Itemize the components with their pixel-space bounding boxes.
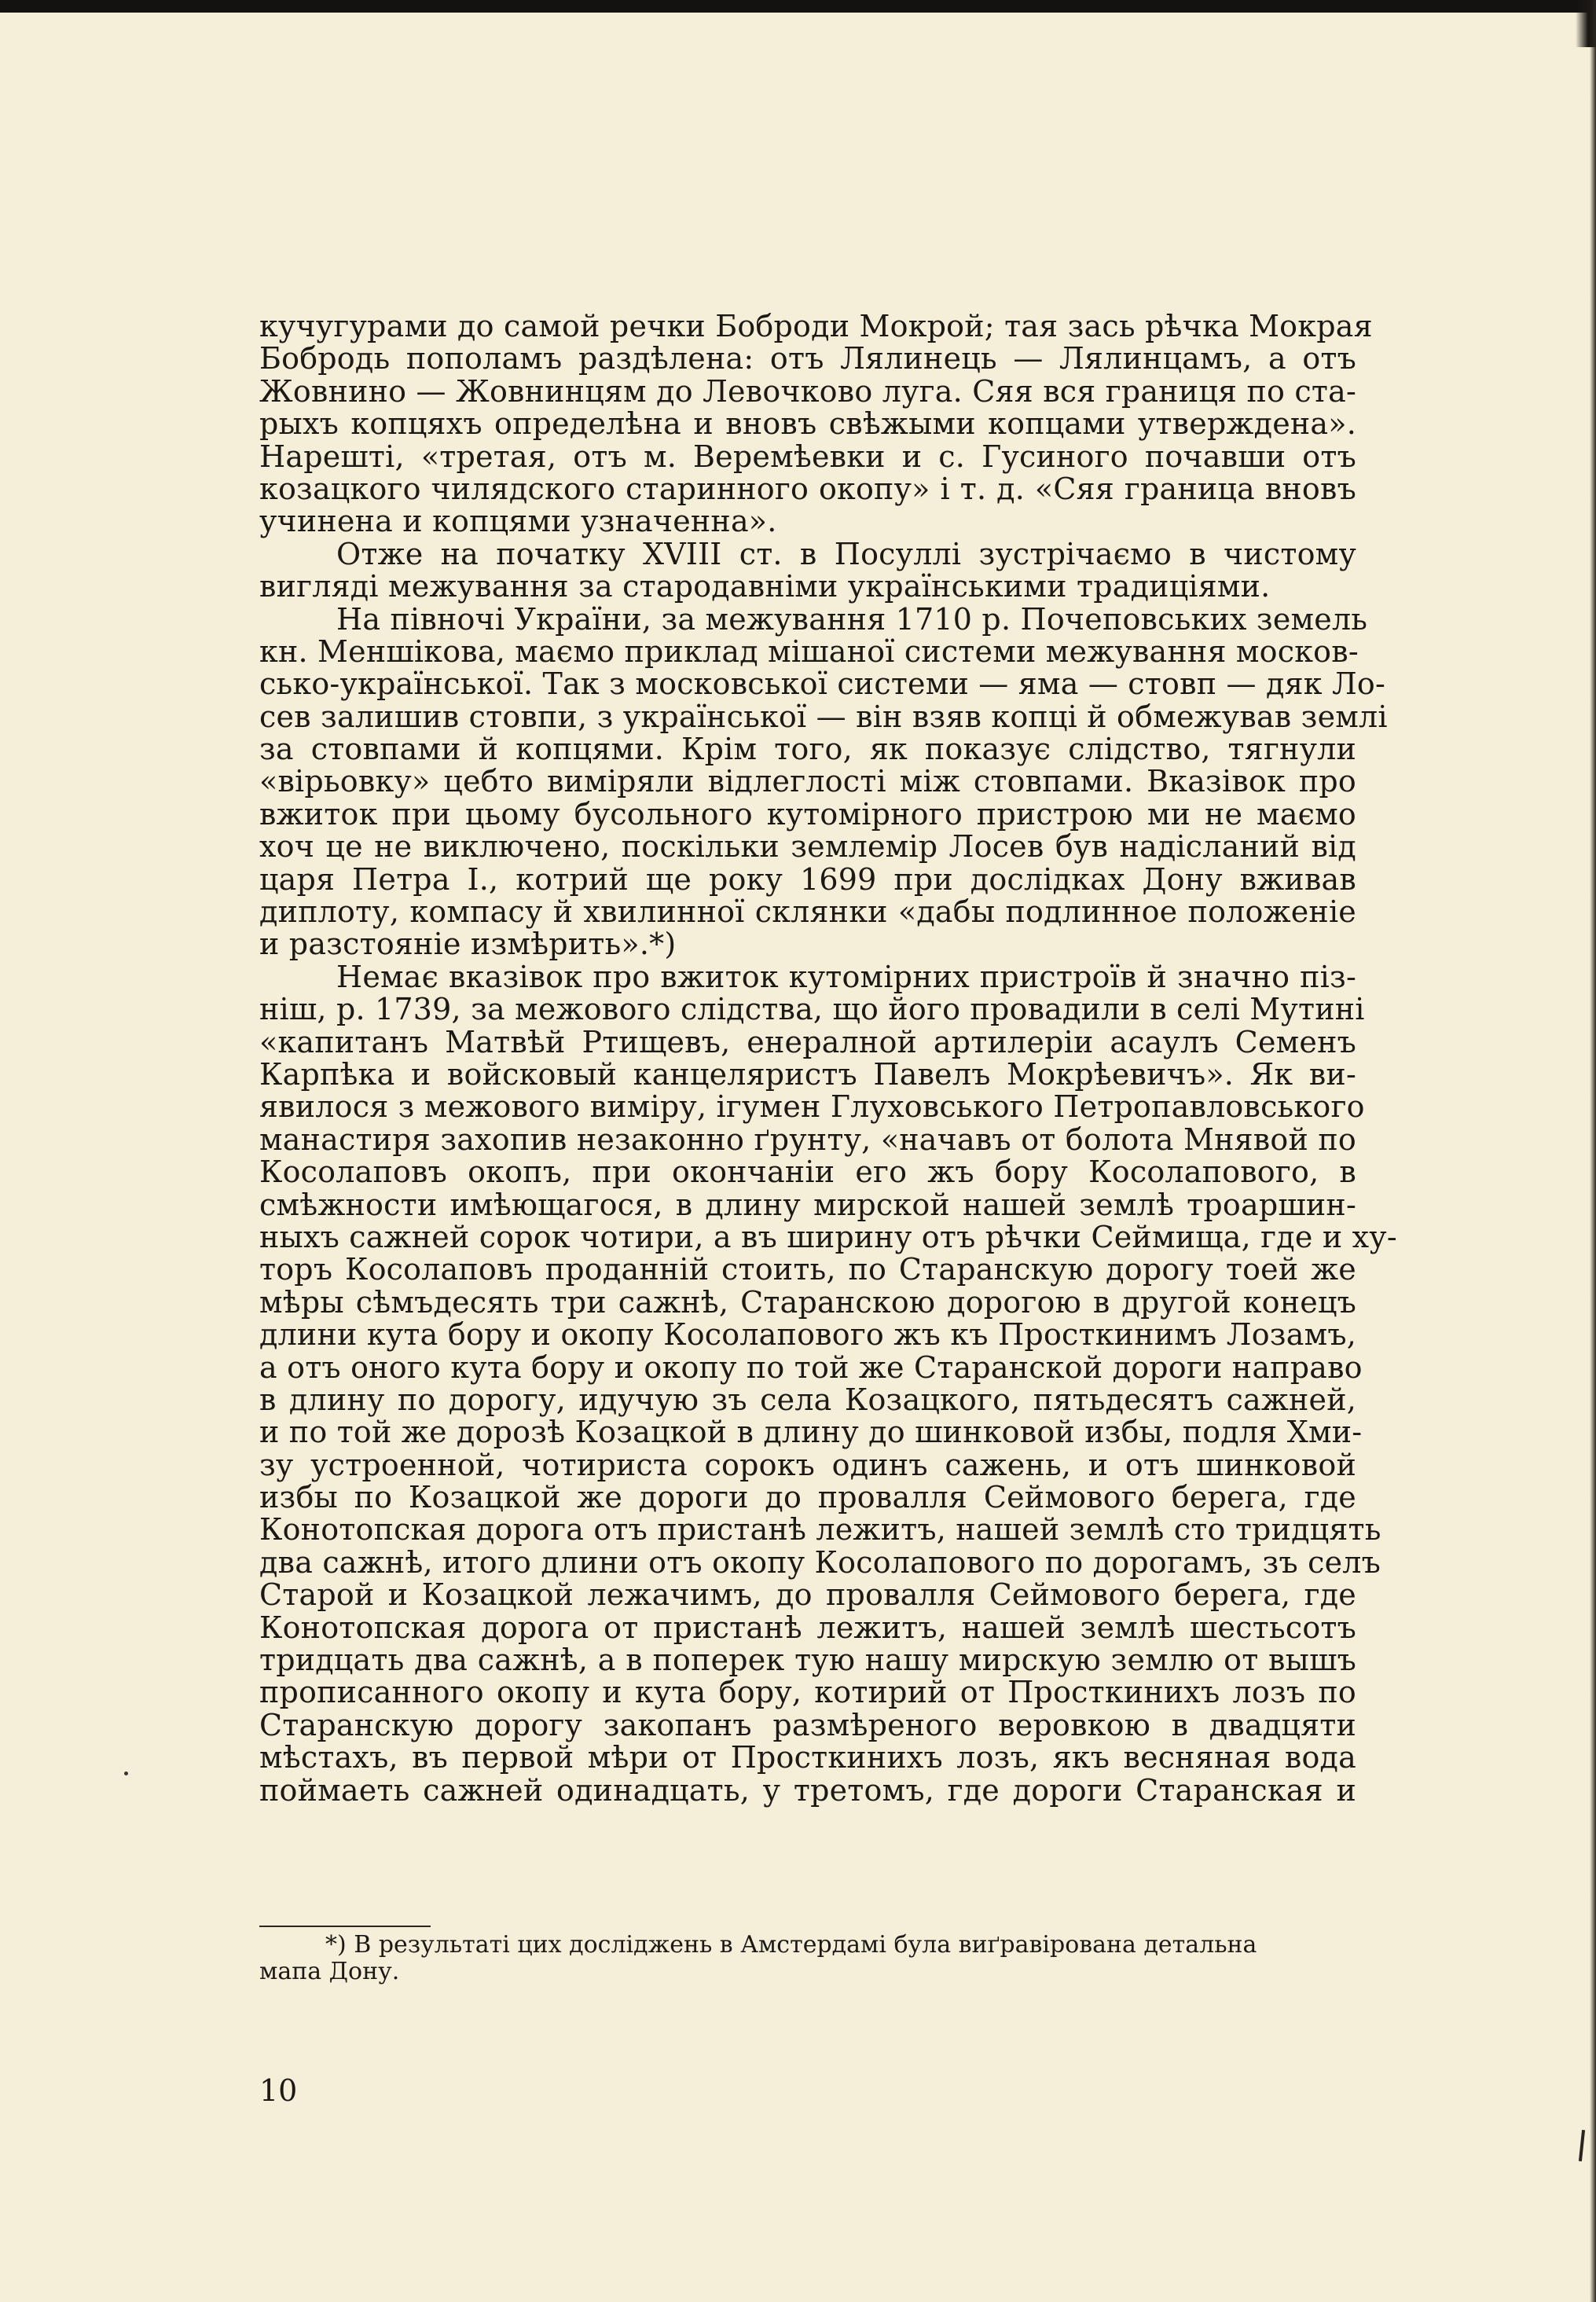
text-line: торъ Косолаповъ проданній стоить, по Старанскую дорогу тоей же xyxy=(259,1252,1356,1287)
text-line: Старанскую дорогу закопанъ размѣреного веровкою в двадцяти xyxy=(259,1707,1356,1742)
text-line: кн. Меншікова, маємо приклад мішаної системи межування москов- xyxy=(259,633,1359,669)
body-text xyxy=(259,309,1397,1808)
scan-speck xyxy=(124,1771,128,1775)
text-line: мѣры сѣмъдесять три сажнѣ, Старанскою дорогою в другой конецъ xyxy=(259,1284,1356,1320)
text-line: Бобродь пополамъ раздѣлена: отъ Лялинець — Лялинцамъ, а отъ xyxy=(259,341,1356,376)
text-line: «капитанъ Матвѣй Ртищевъ, енералной артилеріи асаулъ Семенъ xyxy=(259,1024,1356,1059)
text-line: вжиток при цьому бусольного кутомірного пристрою ми не маємо xyxy=(259,796,1356,832)
text-line: козацкого чилядского старинного окопу» і т. д. «Сяя граница вновъ xyxy=(259,471,1356,506)
text-line: поймаеть сажней одинадцать, у третомъ, где дороги Старанская и xyxy=(259,1772,1356,1808)
text-line: за стовпами й копцями. Крім того, як показує слідство, тягнули xyxy=(259,732,1356,767)
text-line: сев залишив стовпи, з української — він взяв копці й обмежував землі xyxy=(259,699,1388,734)
text-line: тридцать два сажнѣ, а в поперек тую нашу мирскую землю от вышъ xyxy=(259,1643,1356,1678)
text-line: Нарешті, «третая, отъ м. Веремѣевки и с. Гусиного почавши отъ xyxy=(259,439,1356,474)
text-line: вигляді межування за стародавніми українськими традиціями. xyxy=(259,569,1271,604)
scan-right-shadow xyxy=(1590,0,1596,2302)
text-line: На півночі України, за межування 1710 р. Почеповських земель xyxy=(336,601,1368,637)
text-line: хоч це не виключено, поскільки землемір Лосев був надісланий від xyxy=(259,829,1356,865)
text-line: манастиря захопив незаконно ґрунту, «начавъ от болота Мнявой по xyxy=(259,1122,1356,1157)
text-line: «вірьовку» цебто виміряли відлеглості між стовпами. Вказівок про xyxy=(259,764,1356,799)
text-line: два сажнѣ, итого длини отъ окопу Косолапового по дорогамъ, зъ селъ xyxy=(259,1544,1381,1580)
text-line: учинена и копцями узначенна». xyxy=(259,504,777,539)
text-line: Немає вказівок про вжиток кутомірних пристроїв й значно піз- xyxy=(336,959,1356,994)
text-line: длини кута бору и окопу Косолапового жъ къ Просткинимъ Лозамъ, xyxy=(259,1317,1356,1353)
text-line: в длину по дорогу, идучую зъ села Козацкого, пятьдесятъ сажней, xyxy=(259,1382,1356,1417)
text-line: смѣжности имѣющагося, в длину мирской нашей землѣ троаршин- xyxy=(259,1187,1356,1222)
text-line: царя Петра І., котрий ще року 1699 при дослідках Дону вживав xyxy=(259,861,1356,897)
text-line: Карпѣка и войсковый канцеляристъ Павелъ Мокрѣевичъ». Як ви- xyxy=(259,1056,1356,1092)
text-line: сько-української. Так з московської системи — яма — стовп — дяк Ло- xyxy=(259,666,1386,702)
footnote-line: *) В результаті цих досліджень в Амстердамі була виґравірована детальна xyxy=(325,1931,1257,1959)
text-line: рыхъ копцяхъ определѣна и вновъ свѣжыми копцами утверждена». xyxy=(259,406,1356,442)
text-line: явилося з межового виміру, ігумен Глуховського Петропавловського xyxy=(259,1089,1365,1125)
text-line: ныхъ сажней сорок чотири, а въ ширину отъ рѣчки Сеймища, где и ху- xyxy=(259,1219,1397,1254)
scan-top-border xyxy=(0,0,1596,13)
page-number: 10 xyxy=(259,2073,298,2108)
footnote xyxy=(259,1932,1359,1985)
text-line: кучугурами до самой речки Боброди Мокрой; тая зась рѣчка Мокрая xyxy=(259,309,1373,343)
scan-mark xyxy=(1579,2130,1585,2161)
text-line: а отъ оного кута бору и окопу по той же Старанской дороги направо xyxy=(259,1349,1363,1385)
text-line: ніш, р. 1739, за межового слідства, що його провадили в селі Мутині xyxy=(259,992,1365,1027)
footnote-divider xyxy=(259,1926,431,1927)
text-line: диплоту, компасу й хвилинної склянки «дабы подлинное положеніе xyxy=(259,894,1356,930)
text-line: Конотопская дорога от пристанѣ лежитъ, нашей землѣ шестьсотъ xyxy=(259,1610,1356,1645)
text-line: Конотопская дорога отъ пристанѣ лежитъ, нашей землѣ сто тридцять xyxy=(259,1512,1381,1548)
text-line: и по той же дорозѣ Козацкой в длину до шинковой избы, подля Хми- xyxy=(259,1415,1363,1450)
text-line: Косолаповъ окопъ, при окончаніи его жъ бору Косолапового, в xyxy=(259,1155,1356,1190)
text-line: Жовнино — Жовнинцям до Левочково луга. Сяя вся границя по ста- xyxy=(259,373,1356,409)
text-line: Отже на початку XVIII ст. в Посуллі зустрічаємо в чистому xyxy=(336,536,1356,571)
text-line: прописанного окопу и кута бору, котирий от Просткиниxъ лозъ по xyxy=(259,1675,1356,1710)
text-line: и разстояніе измѣрить».*) xyxy=(259,927,677,962)
text-line: зу устроенной, чотириста сорокъ одинъ сажень, и отъ шинковой xyxy=(259,1447,1356,1482)
footnote-line: мапа Дону. xyxy=(259,1958,400,1985)
text-line: избы по Козацкой же дороги до провалля Сеймового берега, где xyxy=(259,1480,1356,1515)
text-line: мѣстахъ, въ первой мѣри от Просткиниxъ лозъ, якъ весняная вода xyxy=(259,1740,1356,1775)
text-line: Старой и Козацкой лежачимъ, до провалля Сеймового берега, где xyxy=(259,1577,1356,1613)
